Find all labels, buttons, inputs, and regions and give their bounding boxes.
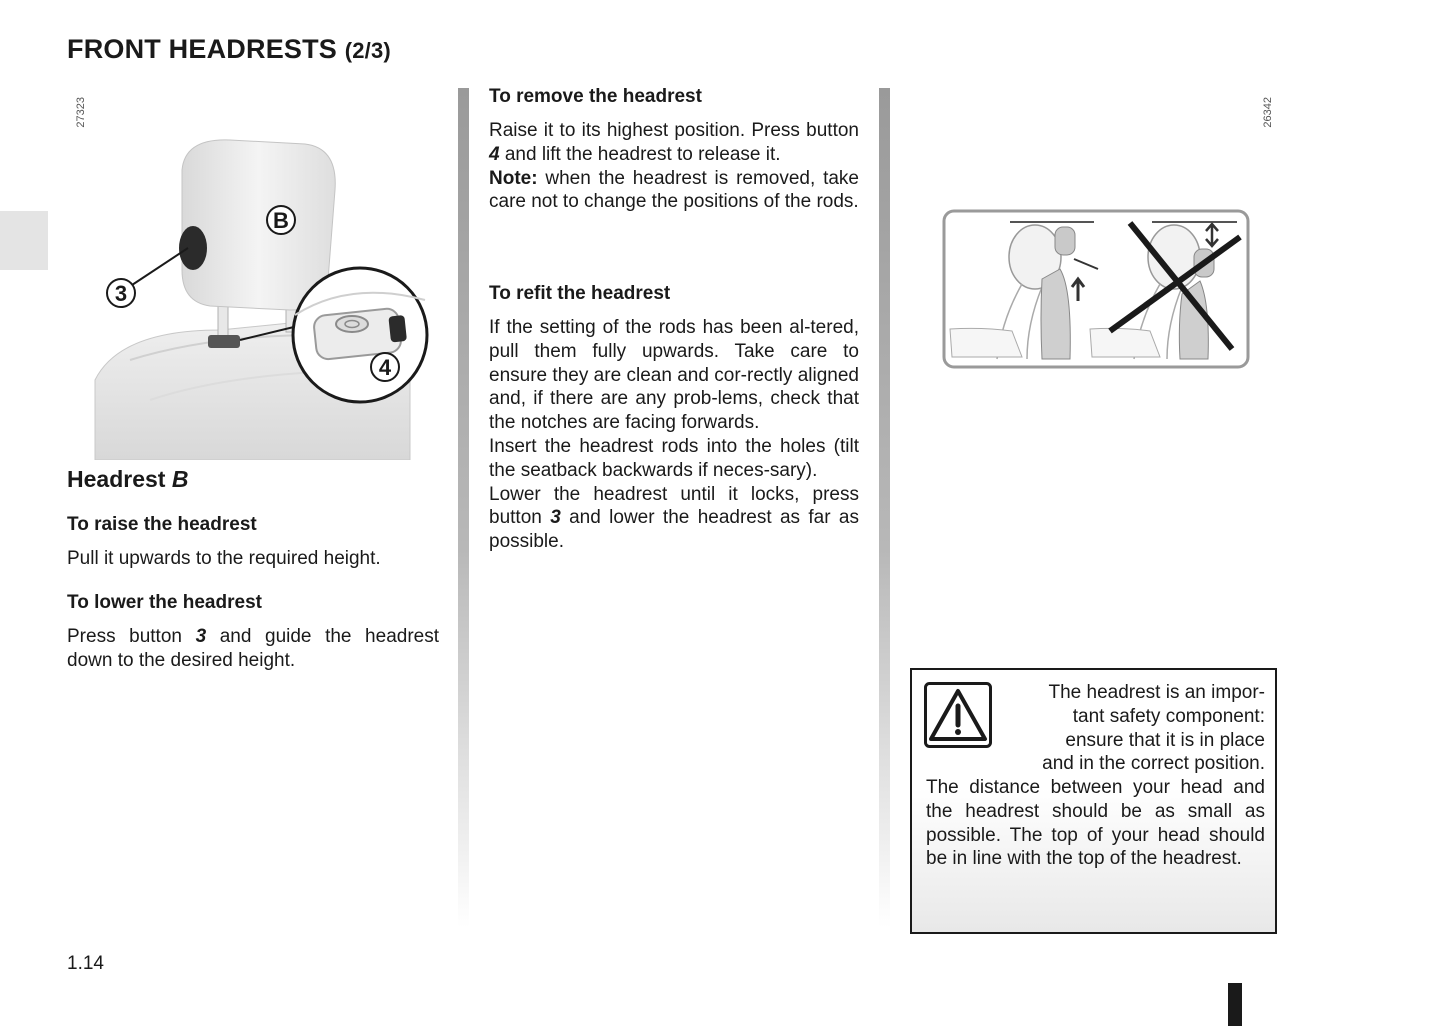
lower-headrest-title: To lower the headrest (67, 592, 262, 613)
warning-body: The distance between your head and the headrest should be as small as possible. The top of your head should be in line with the top of the headrest. (926, 777, 1265, 870)
headrest-figure (90, 130, 435, 460)
chapter-tab (0, 211, 48, 270)
warning-line-4: and in the correct position. (1042, 753, 1265, 775)
label-3: 3 (114, 281, 128, 306)
remove-text-before: Raise it to its highest position. Press button (489, 120, 859, 141)
column-divider-right (879, 88, 890, 928)
section-heading-headrest-b (67, 466, 188, 493)
remove-text-after: and lift the headrest to release it. (499, 143, 781, 165)
lower-text-after: and guide the headrest down to the desired height. (67, 626, 439, 671)
remove-headrest-title: To remove the headrest (489, 86, 702, 107)
figure-code-left: 27323 (75, 97, 87, 128)
refit-paragraph-2: Insert the headrest rods into the holes (tilt the seatback backwards if neces-sary). (489, 435, 859, 481)
safety-warning-box (910, 668, 1277, 934)
lower-button-ref: 3 (195, 626, 207, 647)
raise-headrest-text: Pull it upwards to the required height. (67, 548, 381, 569)
label-4: 4 (378, 355, 392, 380)
raise-headrest-title: To raise the headrest (67, 514, 257, 535)
page-title-part: (2/3) (344, 38, 391, 63)
warning-intro (1004, 681, 1265, 776)
lower-headrest-text (67, 625, 439, 673)
remove-button-ref: 4 (489, 143, 500, 165)
warning-line-1: The headrest is an impor- (1048, 682, 1265, 703)
remove-headrest-text (489, 119, 859, 214)
page-title (67, 34, 391, 65)
section-heading-letter: B (171, 466, 189, 492)
page-number: 1.14 (67, 953, 104, 974)
column-divider-left (458, 88, 469, 928)
refit-paragraph-3-before: Lower the headrest until it locks, press button (489, 483, 859, 529)
note-text: when the headrest is removed, take care not to change the positions of the rods. (489, 167, 859, 213)
warning-line-3: ensure that it is in place (1065, 729, 1265, 751)
refit-paragraph-3-after: and lower the headrest as far as possible. (489, 507, 860, 553)
refit-headrest-text (489, 316, 859, 554)
warning-line-2: tant safety component: (1072, 705, 1265, 727)
refit-paragraph-1: If the setting of the rods has been al-tered, pull them fully upwards. Take care to ensure they are clean and cor-rectly aligned and, if there are any prob-lems, check that the notches are facing forwards. (489, 317, 859, 434)
page-title-text: FRONT HEADRESTS (67, 34, 338, 64)
section-heading-text: Headrest (67, 466, 166, 492)
label-b: B (273, 208, 289, 233)
figure-code-right: 26342 (1262, 97, 1274, 128)
lower-text-before: Press button (67, 626, 196, 647)
refit-headrest-title: To refit the headrest (489, 283, 671, 304)
refit-button-ref: 3 (550, 507, 561, 529)
note-label: Note: (489, 167, 538, 189)
warning-triangle-icon (924, 682, 992, 748)
headrest-position-figure (942, 209, 1252, 371)
page-edge-marker (1228, 983, 1242, 1026)
